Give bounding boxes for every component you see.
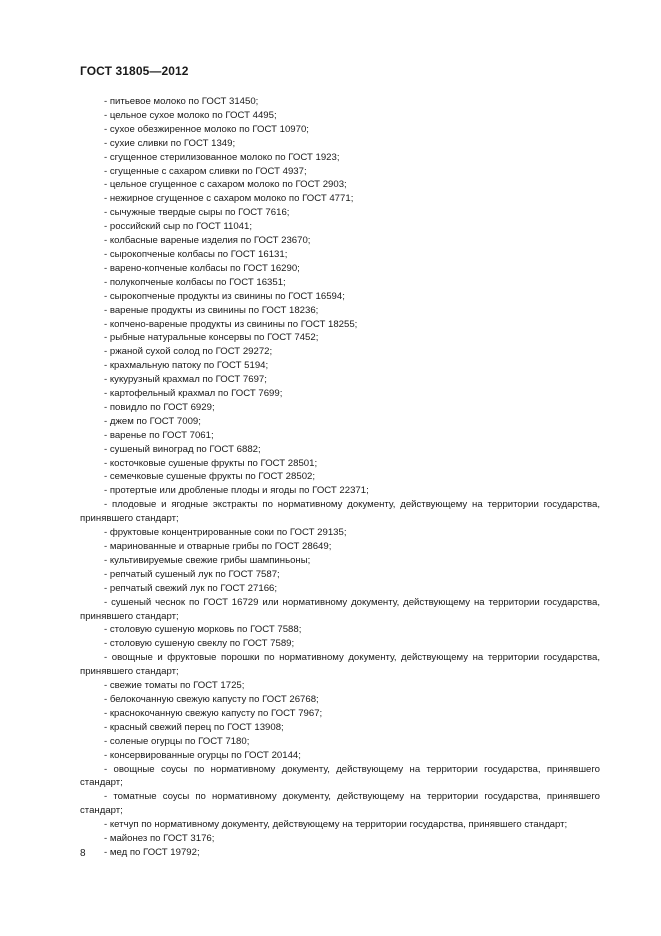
- list-item: - сырокопченые колбасы по ГОСТ 16131;: [104, 248, 288, 260]
- list-item: - косточковые сушеные фрукты по ГОСТ 28501;: [104, 457, 318, 469]
- list-item: - ржаной сухой солод по ГОСТ 29272;: [104, 346, 273, 358]
- list-item: - культивируемые свежие грибы шампиньоны;: [104, 554, 311, 566]
- list-item: - цельное сухое молоко по ГОСТ 4495;: [104, 109, 277, 121]
- list-item: - вареные продукты из свинины по ГОСТ 18236;: [104, 304, 319, 316]
- list-item: - сгущенные с сахаром сливки по ГОСТ 4937;: [104, 165, 307, 177]
- list-item: - протертые или дробленые плоды и ягоды по ГОСТ 22371;: [104, 485, 369, 497]
- list-item: - цельное сгущенное с сахаром молоко по ГОСТ 2903;: [104, 179, 347, 191]
- list-item: - красный свежий перец по ГОСТ 13908;: [104, 721, 284, 733]
- list-item: - полукопченые колбасы по ГОСТ 16351;: [104, 276, 286, 288]
- list-item: - овощные соусы по нормативному документу, действующему на территории государства, принявшего стандарт;: [80, 763, 600, 789]
- list-item: - консервированные огурцы по ГОСТ 20144;: [104, 749, 301, 761]
- list-item: - рыбные натуральные консервы по ГОСТ 7452;: [104, 332, 319, 344]
- list-item: - столовую сушеную морковь по ГОСТ 7588;: [104, 624, 302, 636]
- list-item: - томатные соусы по нормативному документу, действующему на территории государства, принявшего стандарт;: [80, 791, 600, 817]
- page-number: 8: [80, 848, 86, 859]
- list-item: - сухое обезжиренное молоко по ГОСТ 10970;: [104, 123, 309, 135]
- list-item: - столовую сушеную свеклу по ГОСТ 7589;: [104, 638, 295, 650]
- list-item: - репчатый сушеный лук по ГОСТ 7587;: [104, 568, 280, 580]
- list-item: - семечковые сушеные фрукты по ГОСТ 28502;: [104, 471, 316, 483]
- document-header: ГОСТ 31805—2012: [80, 64, 189, 78]
- list-item: - варено-копченые колбасы по ГОСТ 16290;: [104, 262, 300, 274]
- list-item: - мед по ГОСТ 19792;: [104, 846, 200, 858]
- list-item: - российский сыр по ГОСТ 11041;: [104, 221, 252, 233]
- list-item: - сушеный чеснок по ГОСТ 16729 или нормативному документу, действующему на территории государства, принявшего стандарт;: [80, 596, 600, 622]
- list-item: - питьевое молоко по ГОСТ 31450;: [104, 96, 259, 107]
- product-list: [80, 95, 600, 860]
- list-item: - белокочанную свежую капусту по ГОСТ 26768;: [104, 693, 319, 705]
- list-item: - фруктовые концентрированные соки по ГОСТ 29135;: [104, 527, 347, 539]
- list-item: - майонез по ГОСТ 3176;: [104, 833, 215, 845]
- list-item: - свежие томаты по ГОСТ 1725;: [104, 680, 245, 692]
- list-item: - сырокопченые продукты из свинины по ГОСТ 16594;: [104, 290, 345, 302]
- list-item: - сычужные твердые сыры по ГОСТ 7616;: [104, 207, 290, 219]
- list-item: - репчатый свежий лук по ГОСТ 27166;: [104, 582, 278, 594]
- list-item: - крахмальную патоку по ГОСТ 5194;: [104, 360, 269, 372]
- list-item: - маринованные и отварные грибы по ГОСТ 28649;: [104, 541, 332, 552]
- list-item: - нежирное сгущенное с сахаром молоко по ГОСТ 4771;: [104, 193, 354, 205]
- list-item: - повидло по ГОСТ 6929;: [104, 401, 215, 413]
- list-item: - овощные и фруктовые порошки по нормативному документу, действующему на территории государства, принявшего стандарт;: [80, 652, 600, 678]
- list-item: - кукурузный крахмал по ГОСТ 7697;: [104, 374, 267, 386]
- list-item: - сухие сливки по ГОСТ 1349;: [104, 137, 236, 149]
- list-item: - копчено-вареные продукты из свинины по ГОСТ 18255;: [104, 318, 358, 330]
- list-item: - колбасные вареные изделия по ГОСТ 23670;: [104, 235, 311, 247]
- list-item: - краснокочанную свежую капусту по ГОСТ 7967;: [104, 707, 323, 719]
- list-item: - сгущенное стерилизованное молоко по ГОСТ 1923;: [104, 151, 340, 163]
- list-item: - сушеный виноград по ГОСТ 6882;: [104, 443, 261, 455]
- list-item: - джем по ГОСТ 7009;: [104, 415, 201, 427]
- list-item: - картофельный крахмал по ГОСТ 7699;: [104, 388, 283, 400]
- list-item: - кетчуп по нормативному документу, действующему на территории государства, принявшего стандарт;: [104, 819, 568, 831]
- list-item: - плодовые и ягодные экстракты по нормативному документу, действующему на территории государства, принявшего стандарт;: [80, 499, 600, 525]
- list-item: - варенье по ГОСТ 7061;: [104, 429, 214, 441]
- list-item: - соленые огурцы по ГОСТ 7180;: [104, 735, 250, 747]
